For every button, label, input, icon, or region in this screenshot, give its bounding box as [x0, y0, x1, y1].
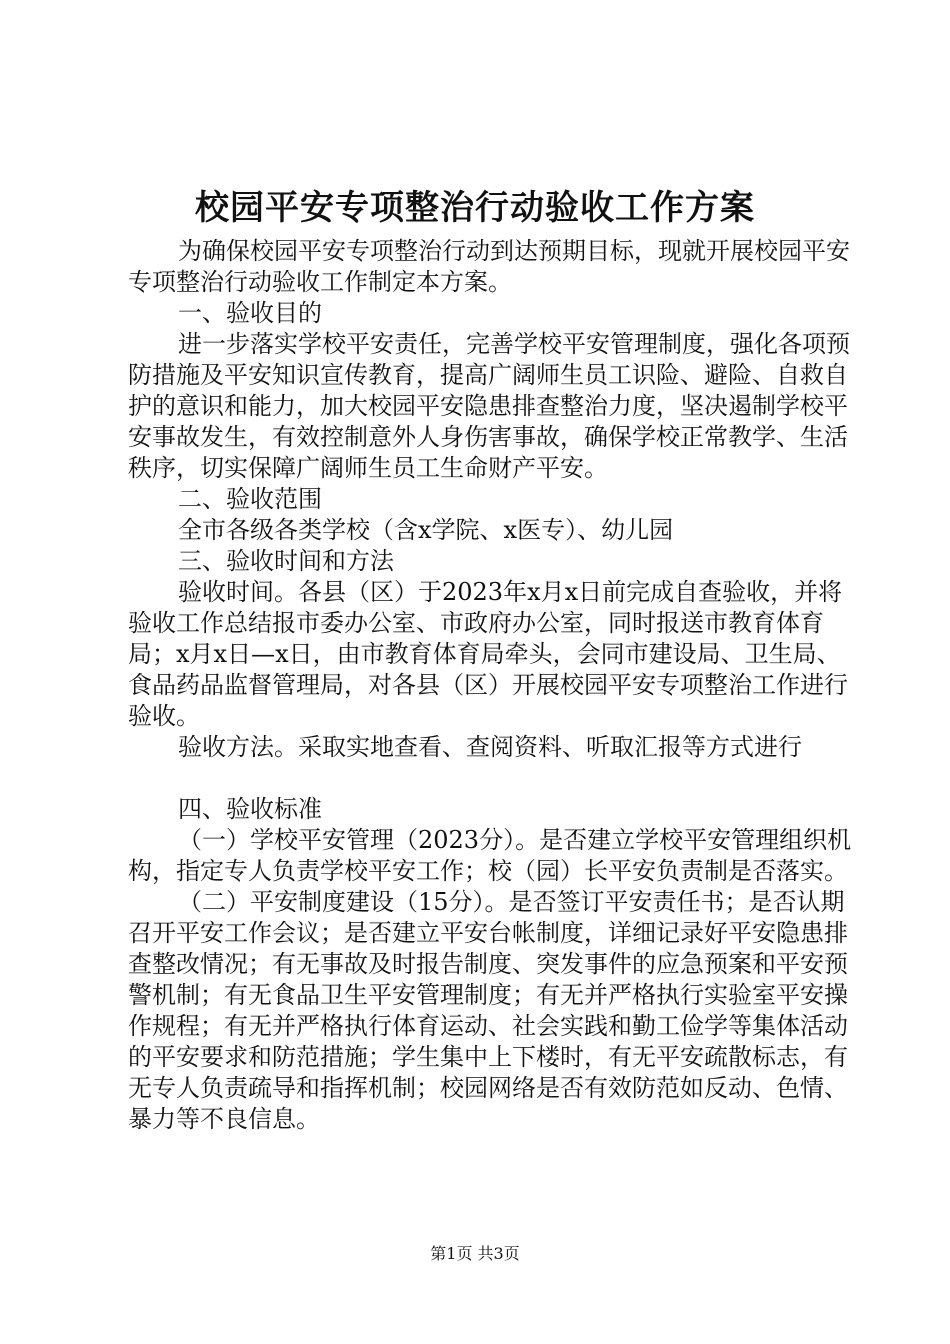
document-title: 校园平安专项整治行动验收工作方案 [195, 188, 755, 228]
section-heading-purpose: 一、验收目的 [178, 299, 322, 327]
intro-paragraph: 为确保校园平安专项整治行动到达预期目标，现就开展校园平安专项整治行动验收工作制定本方案。 [128, 237, 850, 296]
standard-item-1: （一）学校平安管理（2023分）。是否建立学校平安管理组织机构，指定专人负责学校平安工作；校（园）长平安负责制是否落实。 [128, 826, 852, 885]
section-heading-standards: 四、验收标准 [178, 795, 322, 823]
section-heading-time-method: 三、验收时间和方法 [178, 547, 394, 575]
standard-item-2: （二）平安制度建设（15分）。是否签订平安责任书；是否认期召开平安工作会议；是否建立平安台帐制度，详细记录好平安隐患排查整改情况；有无事故及时报告制度、突发事件的应急预案和平安预警机制；有无食品卫生平安管理制度；有无并严格执行实验室平安操作规程；有无并严格执行体育运动、社会实践和勤工俭学等集体活动的平安要求和防范措施；学生集中上下楼时，有无平安疏散标志，有无专人负责疏导和指挥机制；校园网络是否有效防范如反动、色情、暴力等不良信息。 [128, 888, 848, 1133]
section-heading-scope: 二、验收范围 [178, 485, 322, 513]
page-number: 第1页 共3页 [430, 1244, 520, 1263]
purpose-paragraph: 进一步落实学校平安责任，完善学校平安管理制度，强化各项预防措施及平安知识宣传教育，提高广阔师生员工识险、避险、自救自护的意识和能力，加大校园平安隐患排查整治力度，坚决遏制学校平安事故发生，有效控制意外人身伤害事故，确保学校正常教学、生活秩序，切实保障广阔师生员工生命财产平安。 [128, 330, 850, 482]
paragraph-gap [128, 763, 858, 794]
time-paragraph: 验收时间。各县（区）于2023年x月x日前完成自查验收，并将验收工作总结报市委办公室、市政府办公室，同时报送市教育体育局；x月x日—x日，由市教育体育局牵头，会同市建设局、卫生局、食品药品监督管理局，对各县（区）开展校园平安专项整治工作进行验收。 [128, 578, 848, 730]
scope-paragraph: 全市各级各类学校（含x学院、x医专）、幼儿园 [178, 516, 674, 544]
method-paragraph: 验收方法。采取实地查看、查阅资料、听取汇报等方式进行 [178, 733, 802, 761]
document-body [128, 236, 858, 1135]
